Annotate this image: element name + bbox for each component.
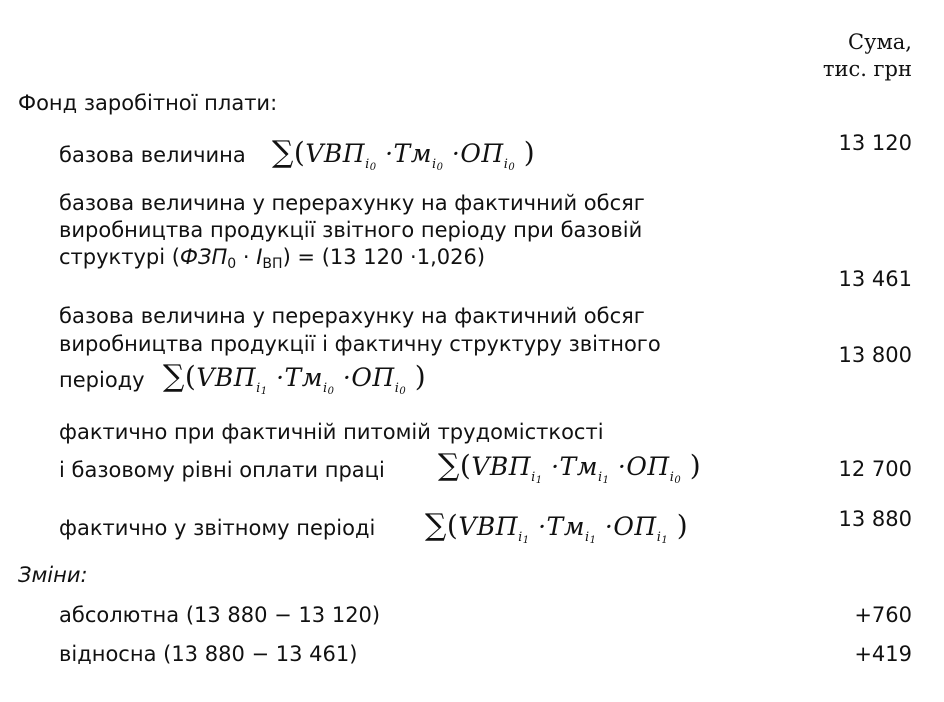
row-label-actual-base-pay-line1: фактично при фактичній питомій трудомісткості <box>59 420 604 444</box>
formula-actual-base-pay: $\sum(VВП_{i1} \cdot Тм_{i1} \cdot ОП_{i0}$ ) <box>438 448 702 486</box>
row-label-recalc-line2: виробництва продукції звітного періоду при базовій <box>59 218 643 242</box>
row-label-actual: фактично у звітному періоді <box>59 516 376 540</box>
formula-actual: $\sum(VВП_{i1} \cdot Тм_{i1} \cdot ОП_{i1}$ ) <box>425 508 689 546</box>
row-value-base: 13 120 <box>838 131 912 155</box>
formula-recalc-structure: $\sum(VВП_{i1} \cdot Тм_{i0} \cdot ОП_{i0}$ ) <box>163 359 427 397</box>
section-title-wage-fund: Фонд заробітної плати: <box>18 91 278 115</box>
row-value-relative-change: +419 <box>854 642 912 666</box>
row-value-actual-base-pay: 12 700 <box>838 457 912 481</box>
row-value-recalc-structure: 13 800 <box>838 343 912 367</box>
row-value-actual: 13 880 <box>838 507 912 531</box>
row-label-recalc-line1: базова величина у перерахунку на фактичний обсяг <box>59 191 645 215</box>
row-label-recalc-structure-line1: базова величина у перерахунку на фактичний обсяг <box>59 304 645 328</box>
row-label-recalc-structure-line2: виробництва продукції і фактичну структуру звітного <box>59 332 661 356</box>
section-title-changes: Зміни: <box>18 563 88 587</box>
row-label-base: базова величина <box>59 143 246 167</box>
row-label-actual-base-pay-line2: і базовому рівні оплати праці <box>59 458 385 482</box>
row-label-recalc-line3: структурі (ФЗП0 · IВП) = (13 120 ·1,026) <box>59 245 486 272</box>
row-value-absolute-change: +760 <box>854 603 912 627</box>
formula-base: $\sum(VВП_{i0} \cdot Тм_{i0} \cdot ОП_{i0}$ ) <box>272 135 536 173</box>
row-value-recalc: 13 461 <box>838 267 912 291</box>
row-label-recalc-structure-line3: періоду <box>59 368 145 392</box>
row-label-relative-change: відносна (13 880 − 13 461) <box>59 642 358 666</box>
sum-header-line2: тис. грн <box>822 57 912 81</box>
row-label-absolute-change: абсолютна (13 880 − 13 120) <box>59 603 381 627</box>
sum-header-line1: Сума, <box>848 30 912 54</box>
